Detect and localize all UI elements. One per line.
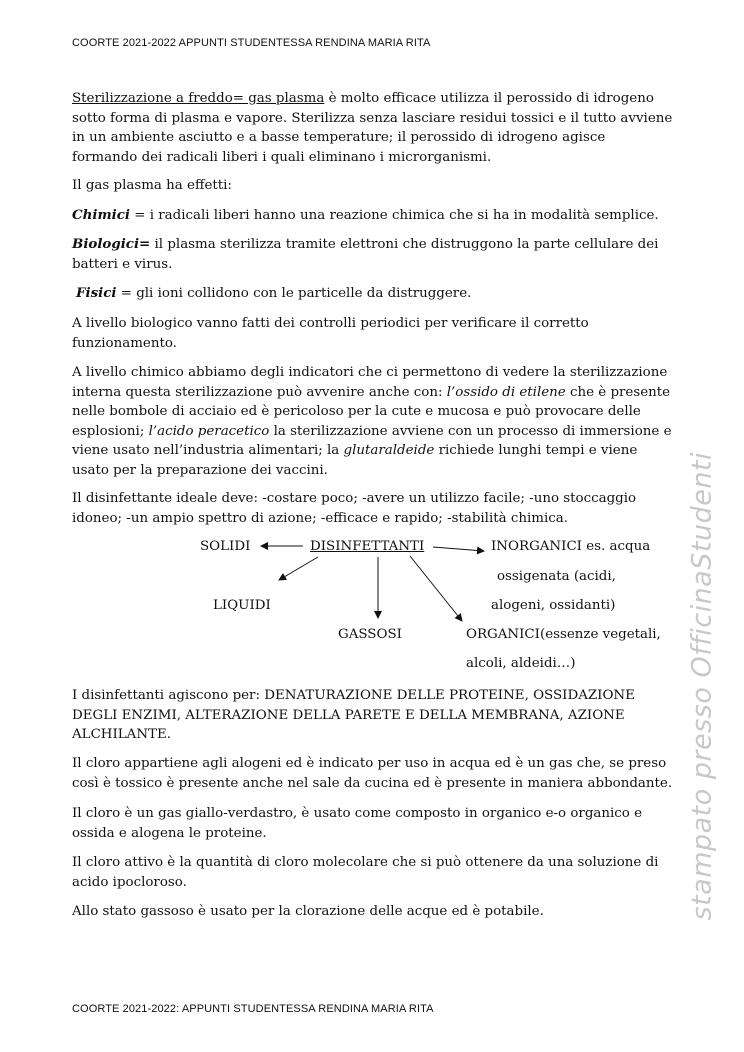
- page-header: COORTE 2021-2022 APPUNTI STUDENTESSA RENDINA MARIA RITA: [72, 37, 431, 49]
- diagram-node-organici: ORGANICI(essenze vegetali,: [466, 627, 661, 642]
- paragraph-biologici: [72, 235, 674, 274]
- diagram-node-solidi: SOLIDI: [200, 539, 251, 554]
- diagram-node-inorganici: INORGANICI es. acqua: [491, 539, 651, 554]
- arrow-to-organici: [410, 556, 462, 621]
- arrow-to-liquidi: [279, 557, 318, 580]
- paragraph-chimici: [72, 206, 674, 226]
- paragraph-fisici: [76, 284, 678, 304]
- diagram-node-gassosi: GASSOSI: [338, 627, 402, 642]
- paragraph-text: A livello chimico abbiamo degli indicatori che ci permettono di vedere la sterilizzazione interna questa sterilizzazione può avvenire anche con:: [72, 365, 668, 400]
- term-acido-peracetico: l’acido peracetico: [148, 423, 270, 439]
- arrow-to-inorganici: [433, 547, 484, 551]
- diagram-node-inorganici-line2: ossigenata (acidi,: [497, 569, 616, 584]
- paragraph-text: richiede lunghi tempi e viene usato per la preparazione dei vaccini.: [72, 443, 638, 478]
- diagram-node-inorganici-line3: alogeni, ossidanti): [491, 598, 616, 613]
- diagram-node-organici-line2: alcoli, aldeidi…): [466, 656, 576, 671]
- term-fisici: Fisici: [76, 285, 117, 301]
- paragraph-gas-plasma: [72, 89, 674, 167]
- paragraph-stato-gassoso: Allo stato gassoso è usato per la clorazione delle acque ed è potabile.: [72, 904, 544, 919]
- term-chimici: Chimici: [72, 207, 130, 223]
- paragraph-cloro-attivo: Il cloro attivo è la quantità di cloro molecolare che si può ottenere da una soluzione di acido ipocloroso.: [72, 855, 659, 890]
- paragraph-livello-chimico: [72, 363, 674, 480]
- term-biologici: Biologici=: [72, 236, 151, 252]
- diagram-node-liquidi: LIQUIDI: [213, 598, 271, 613]
- paragraph-text: il plasma sterilizza tramite elettroni che distruggono la parte cellulare dei batteri e virus.: [72, 237, 659, 272]
- paragraph-disinfettante-ideale: Il disinfettante ideale deve: -costare poco; -avere un utilizzo facile; -uno stoccaggio idoneo; -un ampio spettro di azione; -efficace e rapido; -stabilità chimica.: [72, 491, 637, 526]
- paragraph-cloro-gas: Il cloro è un gas giallo-verdastro, è usato come composto in organico e-o organico e ossida e alogena le proteine.: [72, 806, 643, 841]
- watermark: stampato presso OfficinaStudenti: [686, 451, 718, 921]
- paragraph-text: la sterilizzazione avviene con un processo di immersione e viene usato nell’industria alimentari; la: [72, 423, 672, 458]
- diagram-node-disinfettanti: DISINFETTANTI: [310, 539, 425, 554]
- paragraph-effetti: Il gas plasma ha effetti:: [72, 178, 232, 193]
- paragraph-livello-biologico: A livello biologico vanno fatti dei controlli periodici per verificare il corretto funzionamento.: [72, 316, 589, 351]
- term-glutaraldeide: glutaraldeide: [343, 443, 435, 458]
- term-ossido-di-etilene: l’ossido di etilene: [446, 384, 566, 400]
- paragraph-text: = i radicali liberi hanno una reazione chimica che si ha in modalità semplice.: [129, 208, 659, 223]
- paragraph-text: che è presente nelle bombole di acciaio ed è pericoloso per la cute e mucosa e può provocare delle esplosioni;: [72, 384, 671, 439]
- paragraph-text: è molto efficace utilizza il perossido di idrogeno sotto forma di plasma e vapore. Sterilizza senza lasciare residui tossici e il tutto avviene in un ambiente asciutto e a basse temperature; il perossido di idrogeno agisce formando dei radicali liberi i quali eliminano i microrganismi.: [72, 91, 673, 165]
- page-footer: COORTE 2021-2022: APPUNTI STUDENTESSA RENDINA MARIA RITA: [72, 1003, 434, 1015]
- paragraph-cloro-alogeni: Il cloro appartiene agli alogeni ed è indicato per uso in acqua ed è un gas che, se preso così è tossico è presente anche nel sale da cucina ed è presente in maniera abbondante.: [72, 756, 673, 791]
- paragraph-text: = gli ioni collidono con le particelle da distruggere.: [116, 286, 472, 301]
- paragraph-azione-disinfettanti: I disinfettanti agiscono per: DENATURAZIONE DELLE PROTEINE, OSSIDAZIONE DEGLI ENZIMI, ALTERAZIONE DELLA PARETE E DELLA MEMBRANA, AZIONE ALCHILANTE.: [72, 688, 635, 742]
- term-sterilizzazione-a-freddo: Sterilizzazione a freddo= gas plasma: [72, 91, 325, 106]
